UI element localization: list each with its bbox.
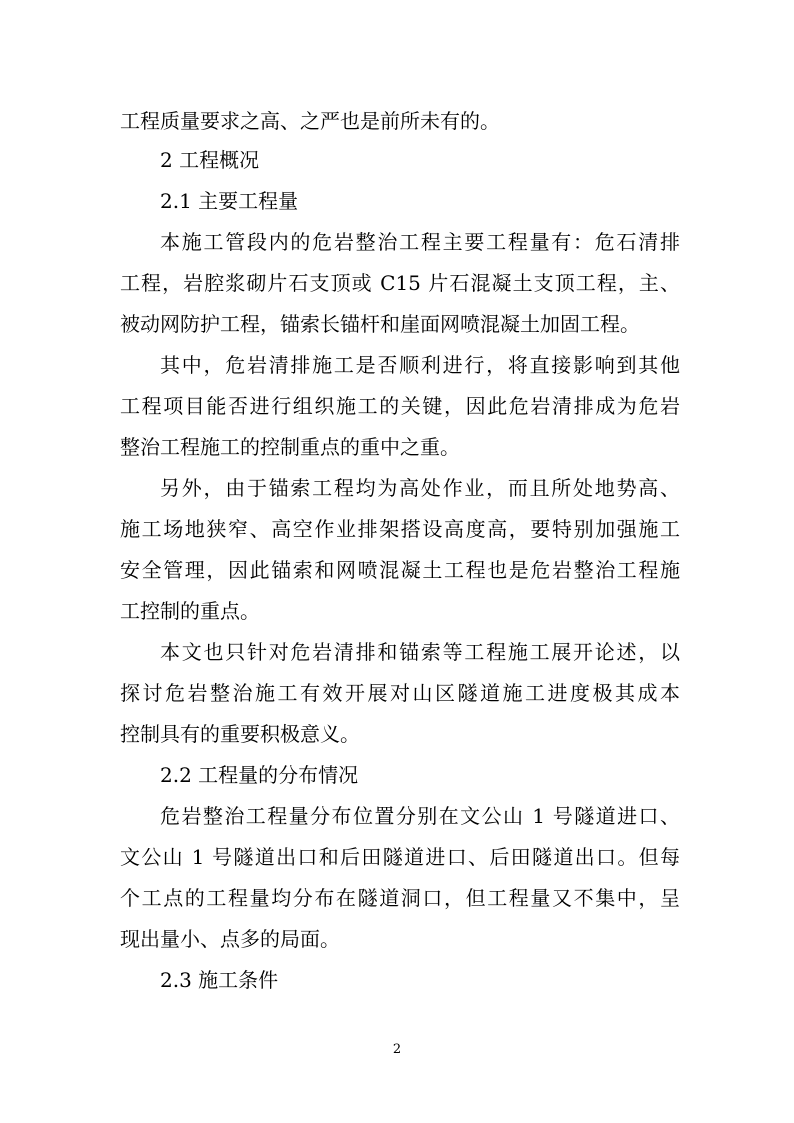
- text-line: 整治工程施工的控制重点的重中之重。: [120, 435, 460, 459]
- text-line: 工程项目能否进行组织施工的关键，因此危岩清排成为危岩: [120, 394, 680, 418]
- text-line: 个工点的工程量均分布在隧道洞口，但工程量又不集中，呈: [120, 886, 680, 910]
- text-line: 安全管理，因此锚索和网喷混凝土工程也是危岩整治工程施: [120, 558, 680, 582]
- text-line: 本施工管段内的危岩整治工程主要工程量有：危石清排: [160, 230, 680, 254]
- text-line: 其中，危岩清排施工是否顺利进行，将直接影响到其他: [160, 353, 680, 377]
- page-number: 2: [392, 1042, 402, 1057]
- text-line: 施工场地狭窄、高空作业排架搭设高度高，要特别加强施工: [120, 517, 680, 541]
- text-line: 控制具有的重要积极意义。: [120, 722, 360, 746]
- text-line: 探讨危岩整治施工有效开展对山区隧道施工进度极其成本: [120, 681, 680, 705]
- text-line: 被动网防护工程，锚索长锚杆和崖面网喷混凝土加固工程。: [120, 312, 640, 336]
- subsection-heading: 2.1 主要工程量: [160, 189, 299, 213]
- text-line: 工程质量要求之高、之严也是前所未有的。: [120, 109, 500, 133]
- section-heading: 2 工程概况: [160, 148, 260, 172]
- text-line: 本文也只针对危岩清排和锚索等工程施工展开论述，以: [160, 640, 680, 664]
- subsection-heading: 2.2 工程量的分布情况: [160, 763, 359, 787]
- subsection-heading: 2.3 施工条件: [160, 968, 279, 992]
- text-line: 另外，由于锚索工程均为高处作业，而且所处地势高、: [160, 476, 680, 500]
- text-line: 文公山 1 号隧道出口和后田隧道进口、后田隧道出口。但每: [120, 845, 680, 869]
- text-line: 工控制的重点。: [120, 599, 260, 623]
- text-line: 工程，岩腔浆砌片石支顶或 C15 片石混凝土支顶工程，主、: [120, 271, 680, 295]
- text-line: 危岩整治工程量分布位置分别在文公山 1 号隧道进口、: [160, 804, 680, 828]
- text-line: 现出量小、点多的局面。: [120, 927, 340, 951]
